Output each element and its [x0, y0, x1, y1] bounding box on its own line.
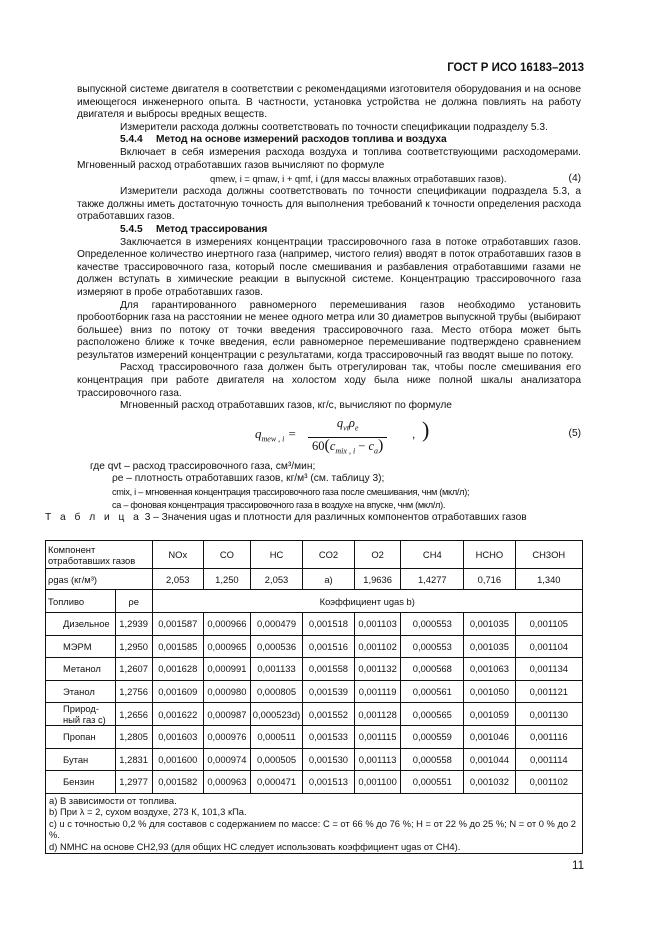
coefficient-cell: 0,001115 — [354, 726, 401, 749]
density-cell: 0,716 — [464, 569, 515, 590]
formula-4 — [77, 172, 581, 186]
rho-cell: 1,2939 — [115, 613, 152, 636]
section-heading-5-4-5 — [77, 224, 581, 237]
coefficient-cell: 0,001603 — [152, 726, 203, 749]
fuel-cell: Бутан — [46, 748, 116, 771]
table-row — [46, 635, 583, 658]
density-cell: a) — [303, 569, 354, 590]
coefficient-cell: 0,001044 — [464, 748, 515, 771]
lhs-subscript: mew , i — [261, 434, 285, 444]
density-header: ρgas (кг/м³) — [46, 569, 153, 590]
fuel-cell: МЭРМ — [46, 635, 116, 658]
coefficient-cell: 0,000558 — [401, 748, 464, 771]
coefficient-cell: 0,000965 — [204, 635, 251, 658]
coefficient-cell: 0,001046 — [464, 726, 515, 749]
document-body — [45, 84, 581, 525]
coefficient-cell: 0,001516 — [303, 635, 354, 658]
legend-item: где qvt – расход трассировочного газа, см³/мин; — [90, 460, 316, 472]
den-minus: − — [358, 438, 366, 453]
rho-cell: 1,2656 — [115, 703, 152, 726]
den-ca-sub: a — [374, 446, 379, 456]
coefficient-cell: 0,001035 — [464, 613, 515, 636]
paragraph: Для гарантированного равномерного перемешивания газов необходимо установить пробоотборник газа на расстоянии не менее одного метра или 30 диаметров выпускной трубы (выбирают большее) вниз по потоку от точки введения трассировочного газа. Место отбора может быть расположено ближе к точке введения, если равномерное перемешивание подтверждено сравнением результатов измерений концентрации с результатами, когда трассировочный газ вводят выше по потоку. — [77, 299, 581, 361]
density-cell: 1,340 — [515, 569, 582, 590]
rho-cell: 1,2977 — [115, 771, 152, 794]
footnote: d) NMHC на основе CH2,93 (для общих HC следует использовать коэффициент ugas от CH4). — [49, 840, 461, 852]
table-row — [46, 541, 583, 569]
coefficient-cell: 0,001116 — [515, 726, 582, 749]
den-c: c — [329, 438, 336, 453]
den-60: 60 — [312, 438, 325, 453]
coefficient-cell: 0,000991 — [204, 658, 251, 681]
coefficient-cell: 0,001105 — [515, 613, 582, 636]
rho-cell: 1,2950 — [115, 635, 152, 658]
coefficient-cell: 0,000976 — [204, 726, 251, 749]
coefficient-cell: 0,001600 — [152, 748, 203, 771]
coefficient-cell: 0,001114 — [515, 748, 582, 771]
coefficient-cell: 0,001513 — [303, 771, 354, 794]
coefficient-cell: 0,000980 — [204, 680, 251, 703]
den-c-sub: mix , i — [335, 446, 356, 456]
formula-expression: qmew, i = qmaw, i + qmf, i (для массы влажных отработавших газов). — [210, 172, 507, 184]
formula-paren: ) — [422, 416, 430, 442]
formula-legend — [77, 461, 581, 511]
coefficient-cell: 0,001530 — [303, 748, 354, 771]
coefficient-cell: 0,000974 — [204, 748, 251, 771]
coefficient-cell: 0,001622 — [152, 703, 203, 726]
coefficient-cell: 0,001533 — [303, 726, 354, 749]
fraction-numerator — [308, 415, 387, 438]
coefficient-cell: 0,000479 — [250, 613, 302, 636]
coefficient-cell: 0,001121 — [515, 680, 582, 703]
num-rho: ρ — [348, 415, 355, 430]
equation-number: (5) — [568, 427, 581, 439]
component-cell: CO2 — [303, 541, 354, 569]
coefficient-cell: 0,001102 — [515, 771, 582, 794]
table-row — [46, 658, 583, 681]
formula-5 — [77, 415, 581, 461]
den-paren-close: ) — [378, 436, 384, 454]
fuel-cell: Природ-ный газ c) — [46, 703, 116, 726]
section-title: Метод трассирования — [156, 223, 268, 235]
paragraph: Заключается в измерениях концентрации трассировочного газа в потоке отработавших газов. Определенное количество инертного газа (например, чистого гелия) вводят в поток отработавших газов в качестве трассировочного газа, который после смешивания и разбавления отработавшими газами не должен вступать в химические реакции в выпускной системе. Концентрацию трассировочного газа измеряют в пробе отработавших газов. — [77, 236, 581, 298]
density-cell: 1,9636 — [354, 569, 401, 590]
paragraph: выпускной системе двигателя в соответствии с рекомендациями изготовителя оборудования и на основе имеющегося инженерного опыта. В частности, установка устройства не должна повлиять на работу двигателя и выбросы вредных веществ. — [77, 84, 581, 121]
coefficient-cell: 0,000551 — [401, 771, 464, 794]
section-number: 5.4.5 — [120, 223, 143, 235]
formula-fraction — [308, 415, 387, 460]
coefficient-cell: 0,000523d) — [250, 703, 302, 726]
component-cell: CH3OH — [515, 541, 582, 569]
coefficient-cell: 0,000559 — [401, 726, 464, 749]
fuel-cell: Этанол — [46, 680, 116, 703]
paragraph: Расход трассировочного газа должен быть отрегулирован так, чтобы после смешивания его концентрация при работе двигателя на холостом ходу была ниже полной шкалы анализатора трассировочного газа. — [77, 362, 581, 399]
section-number: 5.4.4 — [120, 134, 143, 146]
density-cell: 1,250 — [204, 569, 251, 590]
standard-header: ГОСТ Р ИСО 16183–2013 — [447, 62, 584, 74]
section-heading-5-4-4 — [77, 134, 581, 147]
paragraph: Включает в себя измерения расхода воздуха и топлива соответствующими расходомерами. Мгновенный расход отработавших газов вычисляют по формуле — [77, 146, 581, 171]
coefficient-cell: 0,000561 — [401, 680, 464, 703]
component-cell: NOx — [152, 541, 203, 569]
coefficient-cell: 0,000471 — [250, 771, 302, 794]
paragraph: Мгновенный расход отработавших газов, кг/с, вычисляют по формуле — [120, 400, 452, 412]
component-cell: HCHO — [464, 541, 515, 569]
equation-number: (4) — [568, 172, 581, 184]
table-notes — [46, 793, 583, 854]
coefficient-cell: 0,001609 — [152, 680, 203, 703]
table-row — [46, 613, 583, 636]
paragraph: Измерители расхода должны соответствовать по точности спецификации подраздела 5.3, а также должны иметь достаточную точность для выполнения требований к точности определения расхода отработавших газов. — [77, 186, 581, 223]
coefficient-cell: 0,000511 — [250, 726, 302, 749]
coefficient-cell: 0,001113 — [354, 748, 401, 771]
formula-comma: , — [412, 426, 416, 441]
caption-lead: Т а б л и ц а — [45, 512, 142, 524]
legend-item: ρe – плотность отработавших газов, кг/м³ (см. таблицу 3); — [112, 473, 385, 485]
fuel-header: Топливо — [46, 590, 116, 613]
coefficient-cell: 0,000805 — [250, 680, 302, 703]
coefficient-cell: 0,000505 — [250, 748, 302, 771]
fraction-denominator — [308, 438, 387, 460]
footnote: b) При λ = 2, сухом воздухе, 273 К, 101,3 кПа. — [49, 806, 247, 818]
rho-cell: 1,2607 — [115, 658, 152, 681]
coefficient-cell: 0,001035 — [464, 635, 515, 658]
table-row — [46, 680, 583, 703]
density-cell: 2,053 — [152, 569, 203, 590]
coefficient-cell: 0,001552 — [303, 703, 354, 726]
coefficient-cell: 0,001130 — [515, 703, 582, 726]
coefficient-cell: 0,000568 — [401, 658, 464, 681]
table-row — [46, 771, 583, 794]
density-cell: 2,053 — [250, 569, 302, 590]
num-q: q — [336, 415, 344, 430]
footnote: c) u с точностью 0,2 % для составов с содержанием по массе: С = от 66 % до 76 %; Н = от 22 % до 25 %; N = от 0 % до 2 %. — [49, 817, 576, 841]
table-notes-row — [46, 793, 583, 854]
component-cell: HC — [250, 541, 302, 569]
coefficient-cell: 0,001133 — [250, 658, 302, 681]
coefficient-cell: 0,000553 — [401, 635, 464, 658]
num-q-sub: vt — [343, 423, 349, 433]
coefficient-cell: 0,001103 — [354, 613, 401, 636]
formula-lhs: $q_{mew , i}$ = — [255, 425, 297, 444]
coefficient-cell: 0,001100 — [354, 771, 401, 794]
gas-components-table — [45, 540, 583, 854]
page-number: 11 — [572, 860, 584, 872]
coefficient-cell: 0,001518 — [303, 613, 354, 636]
fuel-cell: Метанол — [46, 658, 116, 681]
coefficient-cell: 0,001628 — [152, 658, 203, 681]
table-row — [46, 726, 583, 749]
table-row — [46, 703, 583, 726]
coefficient-cell: 0,000536 — [250, 635, 302, 658]
table-caption — [45, 512, 581, 525]
legend-item: ca – фоновая концентрация трассировочного газа в воздухе на впуске, чнм (мкл/л). — [112, 499, 446, 510]
den-paren-open: ( — [324, 436, 330, 454]
coefficient-cell: 0,000987 — [204, 703, 251, 726]
table-row — [46, 590, 583, 613]
table-row — [46, 569, 583, 590]
lhs-symbol: q — [255, 425, 262, 441]
coefficient-cell: 0,001032 — [464, 771, 515, 794]
fuel-cell: Пропан — [46, 726, 116, 749]
component-cell: O2 — [354, 541, 401, 569]
density-cell: 1,4277 — [401, 569, 464, 590]
coefficient-cell: 0,001558 — [303, 658, 354, 681]
coefficient-cell: 0,000553 — [401, 613, 464, 636]
coefficient-cell: 0,001132 — [354, 658, 401, 681]
rho-header: ρe — [115, 590, 152, 613]
section-title: Метод на основе измерений расходов топлива и воздуха — [156, 134, 447, 146]
coefficient-cell: 0,000966 — [204, 613, 251, 636]
coefficient-cell: 0,001050 — [464, 680, 515, 703]
coefficient-cell: 0,001128 — [354, 703, 401, 726]
table-row — [46, 748, 583, 771]
coefficient-cell: 0,001582 — [152, 771, 203, 794]
coefficient-cell: 0,001585 — [152, 635, 203, 658]
fuel-cell: Бензин — [46, 771, 116, 794]
coefficient-cell: 0,001063 — [464, 658, 515, 681]
component-cell: CO — [204, 541, 251, 569]
rho-cell: 1,2805 — [115, 726, 152, 749]
coefficient-cell: 0,001102 — [354, 635, 401, 658]
coefficient-cell: 0,001587 — [152, 613, 203, 636]
paragraph: Измерители расхода должны соответствовать по точности спецификации подразделу 5.3. — [120, 121, 548, 133]
coefficient-cell: 0,001059 — [464, 703, 515, 726]
rho-cell: 1,2756 — [115, 680, 152, 703]
coefficient-cell: 0,000565 — [401, 703, 464, 726]
rho-cell: 1,2831 — [115, 748, 152, 771]
coefficient-cell: 0,000963 — [204, 771, 251, 794]
caption-text: 3 – Значения ugas и плотности для различных компонентов отработавших газов — [144, 512, 527, 524]
coefficient-header: Коэффициент ugas b) — [152, 590, 582, 613]
coefficient-cell: 0,001104 — [515, 635, 582, 658]
coefficient-cell: 0,001539 — [303, 680, 354, 703]
coefficient-cell: 0,001119 — [354, 680, 401, 703]
den-ca: c — [368, 438, 375, 453]
legend-item: cmix, i – мгновенная концентрация трассировочного газа после смешивания, чнм (мкл/л); — [112, 487, 470, 498]
coefficient-cell: 0,001134 — [515, 658, 582, 681]
component-header: Компонент отработавших газов — [46, 541, 153, 569]
num-rho-sub: e — [354, 423, 359, 433]
fuel-cell: Дизельное — [46, 613, 116, 636]
footnote: a) В зависимости от топлива. — [49, 794, 177, 806]
component-cell: CH4 — [401, 541, 464, 569]
